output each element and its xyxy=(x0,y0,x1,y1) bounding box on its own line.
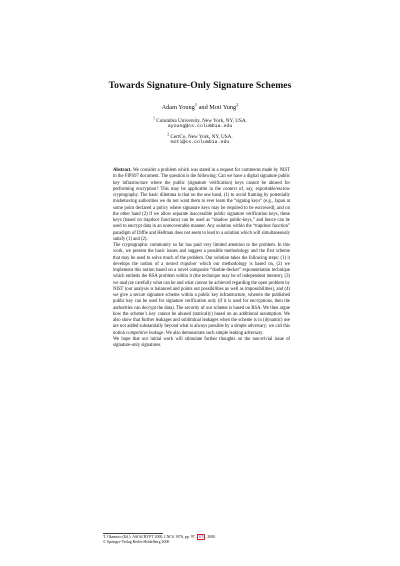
abstract-text: The cryptographic community so far has paid very limited attention to the problem. In this work, we present the basic issues and suggest a possible methodology and the first scheme that may be used to solve much of the problem. Our solution takes the following steps: (1) it develops the notion of a xyxy=(113,243,290,267)
author-name: Adam Young xyxy=(161,104,195,111)
author-name: Moti Yung xyxy=(209,104,237,111)
page-end-link[interactable]: 115 xyxy=(198,535,204,539)
abstract xyxy=(113,168,290,349)
abstract-paragraph-3: We hope that our initial work will stimulate further thoughts on the non-trivial issue of signature-only signatures. xyxy=(113,336,290,348)
affiliation-mark: 1 xyxy=(153,116,155,121)
abstract-paragraph-2 xyxy=(113,243,290,337)
abstract-emphasis: nested trapdoor xyxy=(165,261,197,267)
abstract-label: Abstract. xyxy=(113,168,132,173)
author-mark: 1 xyxy=(194,101,198,107)
abstract-text: which our methodology is based on, (2) we implement this notion based on a novel composite “double-decker” exponentiation technique which embeds the RSA problem within it (the technique may be of independent interest), (3) we analyze carefully what can be and what cannot be achieved regarding the open problem by NIST (our analysis is balanced and points out possibilities as well as impossibilities), and (4) we give a secure signature scheme within a public key infrastructure, wherein the published public key can be used for signature verification only (if it is used for encryptions, then the authorities can decrypt the data). The security of our scheme is based on RSA. We then argue how the scheme’s key cannot be abused (statically) based on an additional assumption. We also show that further leakages and subliminal leakages when the scheme is in (dynamic) use are not added substantially beyond what is always possible by a simple adversary; we call this notion xyxy=(113,261,290,336)
author-conjunction: and xyxy=(198,104,208,111)
abstract-paragraph-1 xyxy=(113,168,290,243)
affiliation-2 xyxy=(0,134,400,147)
affiliation-text: CertCo, New York, NY, USA. xyxy=(170,134,233,140)
citation-text: , 2000. xyxy=(205,535,216,539)
affiliation-email[interactable]: moti@cs.columbia.edu xyxy=(170,140,230,146)
affiliation-text: Columbia University, New York, NY, USA. xyxy=(156,118,247,124)
footer-rule xyxy=(103,533,163,534)
paper-title: Towards Signature-Only Signature Schemes xyxy=(108,80,292,91)
affiliation-mark: 2 xyxy=(167,132,170,137)
copyright-footer xyxy=(103,535,303,545)
affiliation-email[interactable]: ayoung@cs.columbia.edu xyxy=(167,124,233,130)
affiliation-1 xyxy=(0,118,400,131)
author-line xyxy=(0,101,400,111)
abstract-text: We consider a problem which was stated in a request for comments made by NIST in the FIPS97 document. The question is the following: Can we have a digital signature public key infrastructure where the public (signature verification) keys cannot be abused for performing encryption? This may be applicable in the context of, say, exportable/escrow cryptography. The basic dilemma is that on the one hand, (1) to avoid framing by potentially misbehaving authorities we do not want them to ever learn the “signing keys” (e.g., Japan at some point declared a policy where signature keys may be required to be escrowed), and on the other hand (2) if we allow separate inaccessible public signature verification keys, these keys (based on trapdoor functions) can be used as “shadow public-keys,” and hence can be used to encrypt data in an unrecoverable manner. Any solution within the “trapdoor function” paradigm of Diffie and Hellman does not seem to lead to a solution which will simultaneously satisfy (1) and (2). xyxy=(113,168,291,242)
abstract-text: . We also demonstrate such simple leaking adversary. xyxy=(163,330,264,336)
abstract-emphasis: competitive leakage xyxy=(126,330,164,336)
author-mark: 2 xyxy=(236,101,239,107)
copyright-line: © Springer-Verlag Berlin Heidelberg 2000 xyxy=(103,540,170,545)
citation-text: T. Okamoto (Ed.): ASIACRYPT 2000, LNCS 1976, pp. 97– xyxy=(103,535,197,539)
